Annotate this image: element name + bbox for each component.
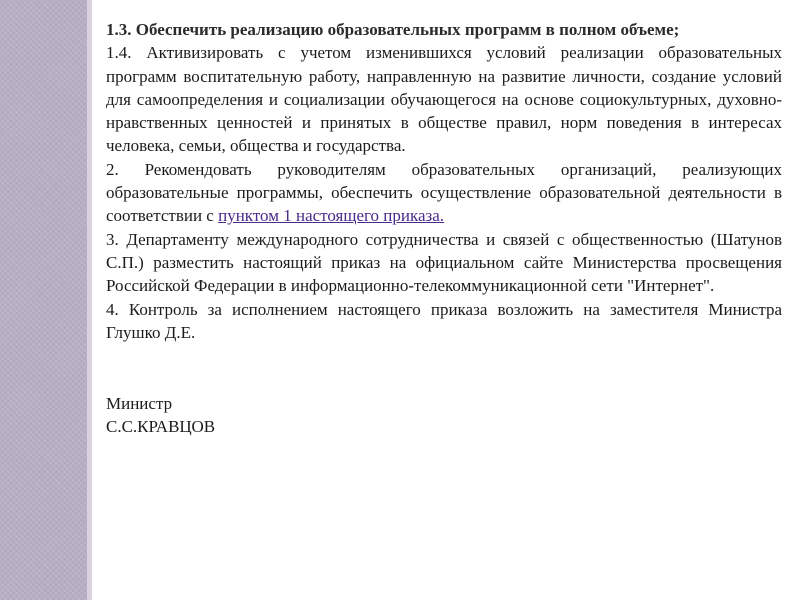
signature-block bbox=[106, 392, 782, 439]
item-3-paragraph: 3. Департаменту международного сотрудничества и связей с общественностью (Шатунов С.П.) разместить настоящий приказ на официальном сайте Министерства просвещения Российской Федерации в информационно-телекоммуникационной сети "Интернет". bbox=[106, 229, 782, 296]
item-1-4-paragraph: 1.4. Активизировать с учетом изменившихся условий реализации образовательных программ воспитательную работу, направленную на развитие личности, создание условий для самоопределения и социализации обучающегося на основе социокультурных, духовно-нравственных ценностей и принятых в обществе правил, норм поведения в интересах человека, семьи, общества и государства. bbox=[106, 43, 782, 156]
signature-name: С.С.КРАВЦОВ bbox=[106, 417, 216, 437]
decorative-side-band bbox=[0, 0, 87, 600]
item-1-3-heading: 1.3. Обеспечить реализацию образовательных программ в полном объеме; bbox=[106, 20, 680, 39]
item-2-paragraph bbox=[106, 158, 782, 228]
document-body bbox=[106, 18, 782, 439]
item-4-paragraph: 4. Контроль за исполнением настоящего приказа возложить на заместителя Министра Глушко Д.Е. bbox=[106, 299, 782, 342]
item-2-text: 2. Рекомендовать руководителям образовательных организаций, реализующих образовательные программы, обеспечить осуществление образовательной деятельности в соответствии с bbox=[106, 159, 782, 226]
decorative-side-line bbox=[87, 0, 92, 600]
order-item-1-link[interactable]: пунктом 1 настоящего приказа. bbox=[218, 206, 445, 226]
signature-title: Министр bbox=[106, 394, 173, 414]
